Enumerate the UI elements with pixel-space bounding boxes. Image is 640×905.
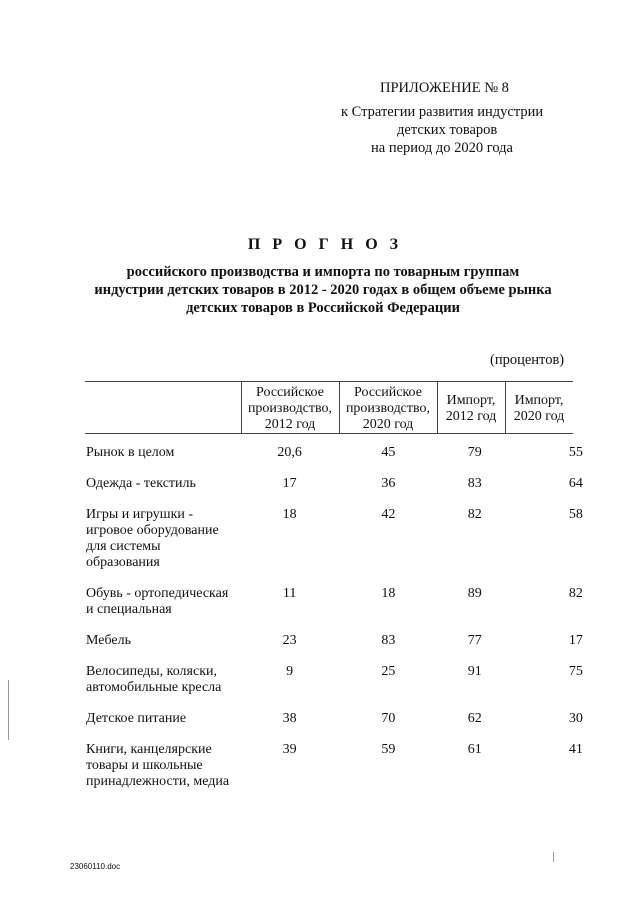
- table-row: [86, 507, 640, 571]
- row-spacer: [86, 618, 640, 633]
- category-line: Книги, канцелярские: [86, 742, 212, 757]
- table-row: [86, 476, 640, 492]
- table-row: [86, 742, 640, 790]
- appendix-line: на период до 2020 года: [371, 140, 513, 156]
- table-top-rule: [85, 381, 573, 382]
- table-cell: 64: [568, 476, 583, 491]
- table-row: [86, 586, 640, 618]
- table-cell: 79: [467, 445, 482, 460]
- header-line: производство,: [345, 401, 431, 416]
- table-cell: 83: [467, 476, 482, 491]
- table-row: [86, 711, 640, 727]
- appendix-line: детских товаров: [397, 122, 498, 138]
- file-name-footer: 23060110.doc: [70, 862, 121, 871]
- table-row: [86, 633, 640, 649]
- row-category: [86, 742, 240, 790]
- table-cell: 25: [381, 664, 396, 679]
- column-header-import-2012: [437, 393, 505, 425]
- appendix-title: ПРИЛОЖЕНИЕ № 8: [380, 80, 509, 96]
- subtitle-line: российского производства и импорта по товарным группам: [126, 264, 520, 280]
- row-category: [86, 476, 240, 492]
- row-category: [86, 633, 240, 649]
- table-header-rule: [85, 433, 573, 434]
- category-line: Рынок в целом: [86, 445, 175, 460]
- header-line: производство,: [247, 401, 333, 416]
- row-category: [86, 586, 240, 618]
- table-cell: 61: [467, 742, 482, 757]
- category-line: образования: [86, 555, 160, 570]
- table-cell: 75: [568, 664, 583, 679]
- header-line: Российское: [256, 385, 324, 400]
- table-cell: 17: [282, 476, 297, 491]
- row-category: [86, 507, 240, 571]
- table-cell: 83: [381, 633, 396, 648]
- category-line: Обувь - ортопедическая: [86, 586, 229, 601]
- table-cell: 11: [282, 586, 297, 601]
- table-cell: 30: [568, 711, 583, 726]
- table-row: [86, 445, 640, 461]
- table-cell: 91: [467, 664, 482, 679]
- document-subtitle: [3, 263, 640, 317]
- category-line: и специальная: [86, 602, 172, 617]
- header-line: 2012 год: [264, 417, 316, 432]
- row-category: [86, 664, 240, 696]
- table-cell: 36: [381, 476, 396, 491]
- table-cell: 18: [282, 507, 297, 522]
- header-line: 2020 год: [513, 409, 565, 424]
- table-cell: 45: [381, 445, 396, 460]
- table-row: [86, 664, 640, 696]
- appendix-line: к Стратегии развития индустрии: [341, 104, 544, 120]
- row-spacer: [86, 727, 640, 742]
- table-cell: 82: [467, 507, 482, 522]
- table-cell: 18: [381, 586, 396, 601]
- data-table: [86, 445, 640, 790]
- table-cell: 62: [467, 711, 482, 726]
- table-cell: 55: [568, 445, 583, 460]
- table-cell: 20,6: [277, 445, 302, 460]
- row-spacer: [86, 571, 640, 586]
- category-line: Мебель: [86, 633, 132, 648]
- row-spacer: [86, 492, 640, 507]
- row-spacer: [86, 461, 640, 476]
- unit-label: (процентов): [490, 352, 565, 368]
- subtitle-line: детских товаров в Российской Федерации: [186, 300, 460, 316]
- table-cell: 42: [381, 507, 396, 522]
- table-cell: 9: [286, 664, 294, 679]
- column-header-production-2020: [339, 385, 437, 433]
- table-cell: 58: [568, 507, 583, 522]
- document-title: П Р О Г Н О З: [247, 236, 403, 253]
- column-header-production-2012: [241, 385, 339, 433]
- category-line: товары и школьные: [86, 758, 203, 773]
- table-cell: 89: [467, 586, 482, 601]
- header-line: 2020 год: [362, 417, 414, 432]
- row-category: [86, 445, 240, 461]
- category-line: Детское питание: [86, 711, 187, 726]
- scan-speck: [553, 852, 554, 862]
- category-line: Одежда - текстиль: [86, 476, 196, 491]
- row-spacer: [86, 649, 640, 664]
- table-cell: 39: [282, 742, 297, 757]
- header-line: Импорт,: [514, 393, 564, 408]
- table-cell: 41: [568, 742, 583, 757]
- scan-speck: [8, 680, 9, 740]
- column-header-import-2020: [505, 393, 573, 425]
- category-line: для системы: [86, 539, 161, 554]
- category-line: игровое оборудование: [86, 523, 219, 538]
- category-line: автомобильные кресла: [86, 680, 222, 695]
- table-cell: 77: [467, 633, 482, 648]
- row-spacer: [86, 696, 640, 711]
- table-cell: 70: [381, 711, 396, 726]
- table-cell: 17: [568, 633, 583, 648]
- category-line: принадлежности, медиа: [86, 774, 230, 789]
- category-line: Игры и игрушки -: [86, 507, 194, 522]
- table-cell: 82: [568, 586, 583, 601]
- header-line: Российское: [354, 385, 422, 400]
- table-cell: 38: [282, 711, 297, 726]
- category-line: Велосипеды, коляски,: [86, 664, 217, 679]
- header-line: Импорт,: [446, 393, 496, 408]
- subtitle-line: индустрии детских товаров в 2012 - 2020 годах в общем объеме рынка: [94, 282, 552, 298]
- header-line: 2012 год: [445, 409, 497, 424]
- table-cell: 59: [381, 742, 396, 757]
- row-category: [86, 711, 240, 727]
- table-cell: 23: [282, 633, 297, 648]
